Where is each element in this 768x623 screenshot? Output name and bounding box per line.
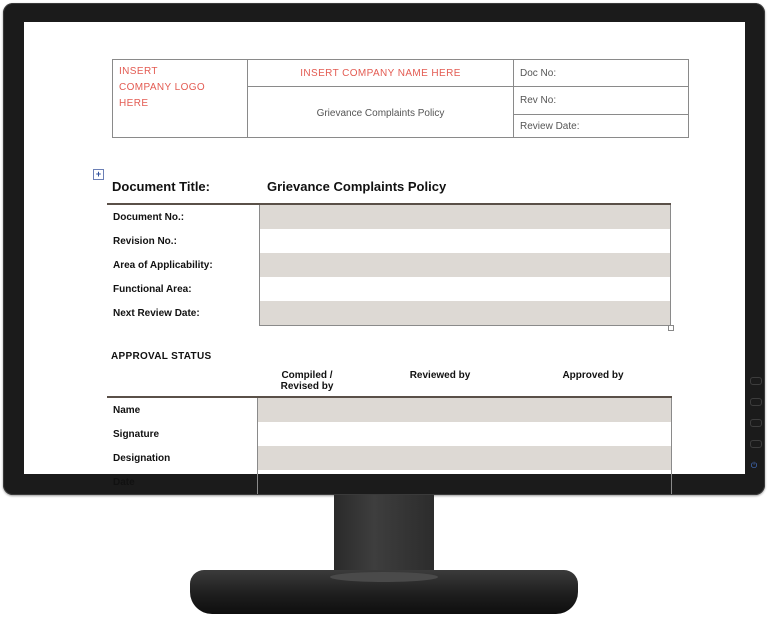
doc-no-label: Doc No:: [514, 60, 689, 87]
table-row: [107, 470, 672, 494]
field-label: Document No.:: [107, 204, 260, 229]
monitor-stand-cable-hole: [330, 572, 438, 582]
document-screen: [24, 22, 745, 488]
logo-placeholder-line-2: COMPANY LOGO: [119, 82, 206, 93]
approval-row-label: Date: [113, 476, 135, 488]
logo-placeholder-line-3: HERE: [119, 98, 149, 109]
table-row: [107, 253, 671, 277]
table-row: [107, 301, 671, 326]
rev-no-label: Rev No:: [514, 87, 689, 115]
column-header-compiled-line-2: Revised by: [280, 381, 334, 392]
column-header-compiled-line-1: Compiled /: [281, 370, 333, 381]
approval-row-label: Name: [107, 397, 258, 422]
monitor-stand-neck: [334, 495, 434, 577]
field-label: Revision No.:: [113, 235, 177, 247]
table-row: [107, 204, 671, 229]
column-header-compiled: [269, 370, 345, 392]
table-row: [107, 446, 672, 470]
approval-row-label: Designation: [113, 452, 171, 464]
approval-value-cell[interactable]: [258, 422, 672, 446]
document-fields-table: [107, 203, 671, 326]
field-label: Functional Area:: [113, 283, 192, 295]
table-resize-handle[interactable]: [668, 325, 674, 331]
field-value-cell[interactable]: [260, 204, 671, 229]
approval-value-cell[interactable]: [258, 470, 672, 494]
table-row: [107, 422, 672, 446]
review-date-label: Review Date:: [514, 115, 689, 138]
monitor-button-4[interactable]: [750, 440, 762, 448]
field-value-cell[interactable]: [260, 253, 671, 277]
field-label: Area of Applicability:: [113, 259, 213, 271]
approval-value-cell[interactable]: [258, 397, 672, 422]
approval-table: [107, 396, 672, 494]
approval-row-label: Signature: [113, 428, 160, 440]
monitor-button-2[interactable]: [750, 398, 762, 406]
power-icon[interactable]: ⏻: [750, 461, 758, 470]
monitor-button-1[interactable]: [750, 377, 762, 385]
document-title-value: Grievance Complaints Policy: [267, 179, 447, 194]
field-value-cell[interactable]: [260, 277, 671, 301]
approval-value-cell[interactable]: [258, 446, 672, 470]
header-policy-name: Grievance Complaints Policy: [248, 87, 514, 138]
table-row: [107, 277, 671, 301]
field-value-cell[interactable]: [260, 301, 671, 326]
header-table: [112, 59, 689, 138]
column-header-approved: Approved by: [562, 370, 624, 381]
table-row: [107, 229, 671, 253]
table-move-handle-icon[interactable]: +: [93, 169, 104, 180]
monitor-button-3[interactable]: [750, 419, 762, 427]
table-row: [107, 397, 672, 422]
field-value-cell[interactable]: [260, 229, 671, 253]
company-name-placeholder: INSERT COMPANY NAME HERE: [248, 60, 514, 87]
field-label: Next Review Date:: [113, 307, 200, 319]
approval-status-title: APPROVAL STATUS: [111, 351, 212, 362]
column-header-reviewed: Reviewed by: [409, 370, 471, 381]
document-title-label: Document Title:: [112, 179, 210, 194]
logo-placeholder: [113, 60, 248, 138]
logo-placeholder-line-1: INSERT: [119, 66, 158, 77]
